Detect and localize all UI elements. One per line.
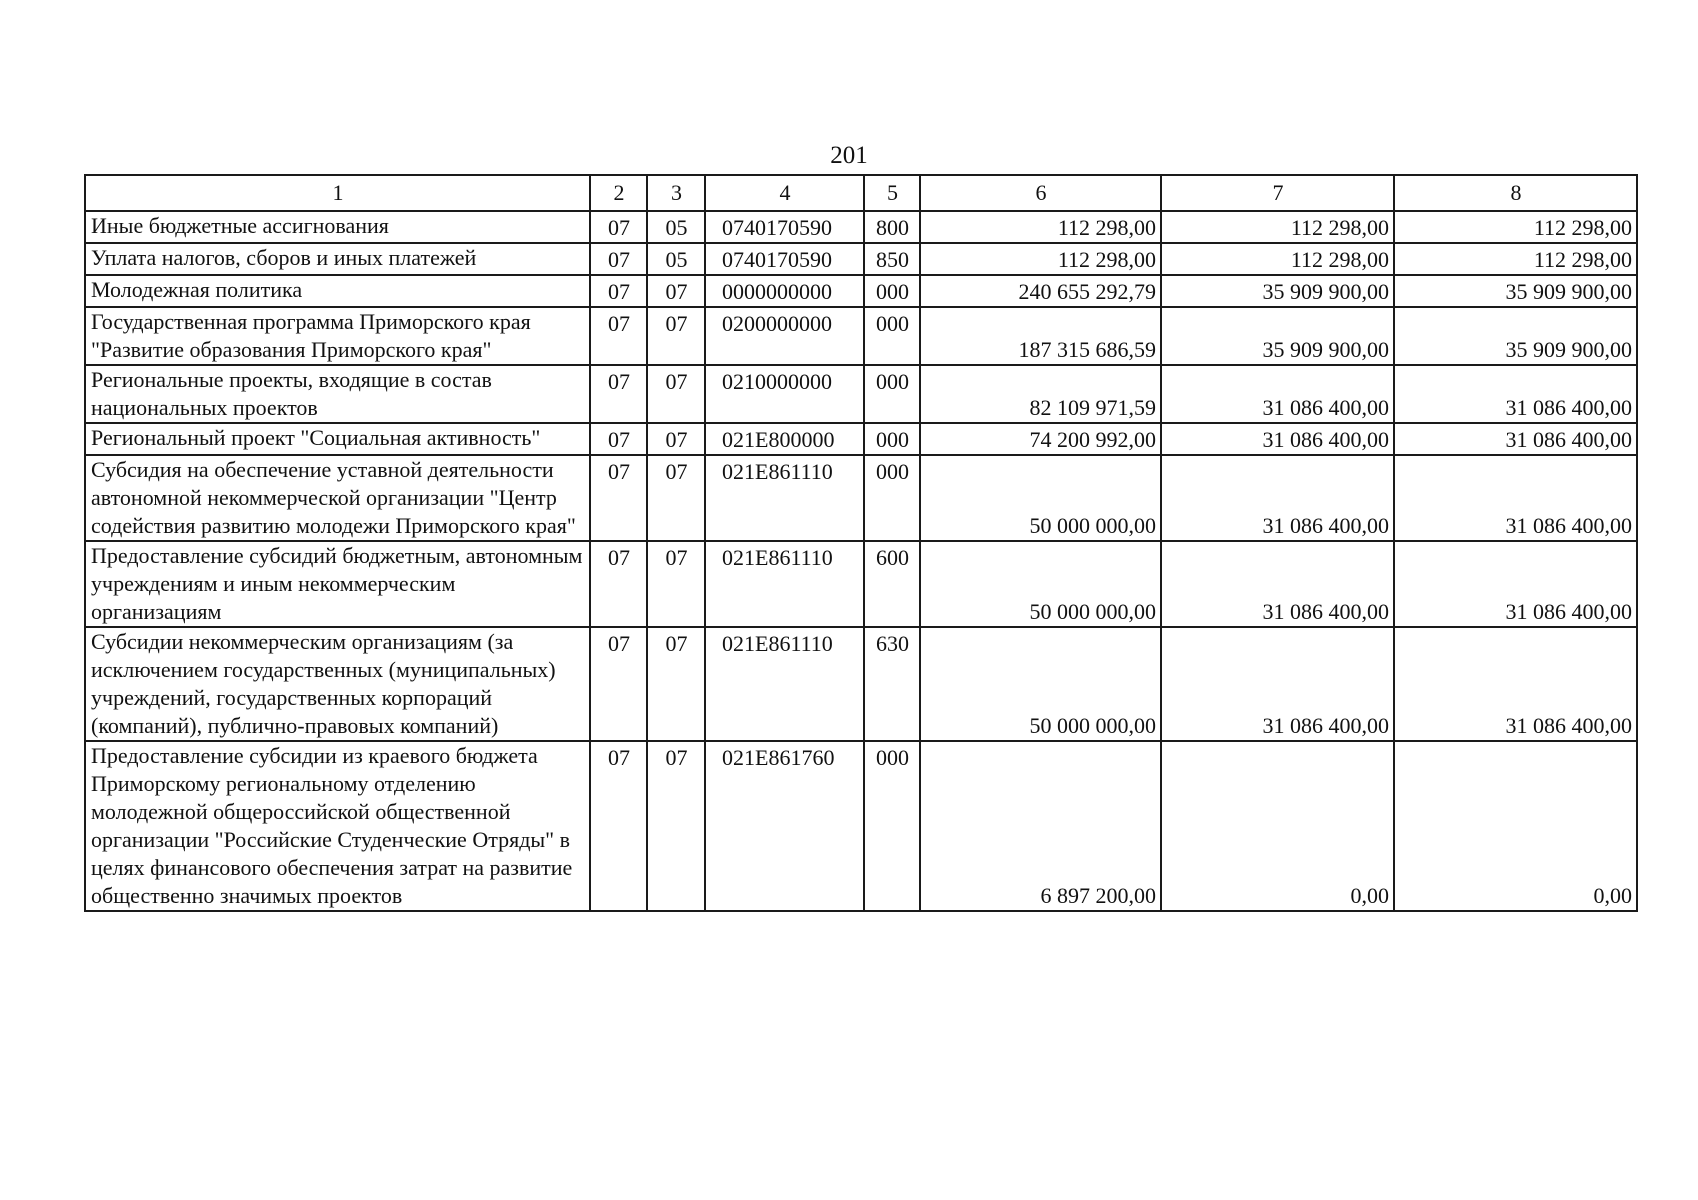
table-row — [85, 365, 1637, 423]
table-row — [85, 741, 1637, 911]
row-expense-type: 600 — [864, 541, 920, 627]
row-amount-col7: 112 298,00 — [1161, 243, 1394, 275]
row-expense-type: 000 — [864, 307, 920, 365]
row-target-article: 0740170590 — [705, 211, 864, 243]
row-name: Уплата налогов, сборов и иных платежей — [85, 243, 590, 275]
row-name: Субсидии некоммерческим организациям (за исключением государственных (муниципальных) учреждений, государственных корпораций (компаний), публично-правовых компаний) — [85, 627, 590, 741]
row-name: Государственная программа Приморского края "Развитие образования Приморского края" — [85, 307, 590, 365]
table-row — [85, 423, 1637, 455]
header-row — [85, 175, 1637, 211]
row-amount-col6: 74 200 992,00 — [920, 423, 1161, 455]
table-row — [85, 243, 1637, 275]
row-expense-type: 000 — [864, 275, 920, 307]
row-name: Молодежная политика — [85, 275, 590, 307]
row-amount-col8: 31 086 400,00 — [1394, 541, 1637, 627]
row-target-article: 021E861110 — [705, 541, 864, 627]
row-amount-col6: 187 315 686,59 — [920, 307, 1161, 365]
header-cell-3: 3 — [647, 175, 705, 211]
row-amount-col6: 6 897 200,00 — [920, 741, 1161, 911]
row-amount-col7: 35 909 900,00 — [1161, 275, 1394, 307]
page-number: 201 — [830, 142, 868, 169]
row-target-article: 0740170590 — [705, 243, 864, 275]
row-amount-col6: 50 000 000,00 — [920, 541, 1161, 627]
row-amount-col7: 35 909 900,00 — [1161, 307, 1394, 365]
row-expense-type: 000 — [864, 741, 920, 911]
row-amount-col7: 31 086 400,00 — [1161, 423, 1394, 455]
row-expense-type: 000 — [864, 365, 920, 423]
header-cell-7: 7 — [1161, 175, 1394, 211]
row-subsection: 07 — [647, 365, 705, 423]
row-amount-col8: 31 086 400,00 — [1394, 627, 1637, 741]
row-target-article: 021E800000 — [705, 423, 864, 455]
row-amount-col6: 112 298,00 — [920, 211, 1161, 243]
row-amount-col7: 31 086 400,00 — [1161, 541, 1394, 627]
row-section: 07 — [590, 541, 647, 627]
row-section: 07 — [590, 243, 647, 275]
row-amount-col7: 31 086 400,00 — [1161, 365, 1394, 423]
row-name: Предоставление субсидий бюджетным, автономным учреждениям и иным некоммерческим организациям — [85, 541, 590, 627]
row-expense-type: 800 — [864, 211, 920, 243]
budget-table — [84, 174, 1638, 912]
table-row — [85, 541, 1637, 627]
row-section: 07 — [590, 211, 647, 243]
row-subsection: 07 — [647, 455, 705, 541]
row-subsection: 07 — [647, 423, 705, 455]
row-amount-col7: 112 298,00 — [1161, 211, 1394, 243]
header-cell-2: 2 — [590, 175, 647, 211]
row-subsection: 07 — [647, 275, 705, 307]
row-section: 07 — [590, 741, 647, 911]
header-cell-5: 5 — [864, 175, 920, 211]
header-cell-4: 4 — [705, 175, 864, 211]
row-amount-col6: 50 000 000,00 — [920, 627, 1161, 741]
row-amount-col6: 82 109 971,59 — [920, 365, 1161, 423]
table-row — [85, 307, 1637, 365]
table-row — [85, 455, 1637, 541]
row-amount-col8: 31 086 400,00 — [1394, 423, 1637, 455]
row-target-article: 021E861760 — [705, 741, 864, 911]
row-subsection: 07 — [647, 541, 705, 627]
row-amount-col6: 240 655 292,79 — [920, 275, 1161, 307]
row-name: Иные бюджетные ассигнования — [85, 211, 590, 243]
row-target-article: 021E861110 — [705, 455, 864, 541]
row-name: Региональные проекты, входящие в состав национальных проектов — [85, 365, 590, 423]
table-row — [85, 627, 1637, 741]
row-expense-type: 630 — [864, 627, 920, 741]
row-expense-type: 000 — [864, 455, 920, 541]
row-amount-col8: 112 298,00 — [1394, 243, 1637, 275]
table-row — [85, 275, 1637, 307]
row-subsection: 07 — [647, 741, 705, 911]
row-amount-col7: 31 086 400,00 — [1161, 627, 1394, 741]
row-subsection: 05 — [647, 211, 705, 243]
row-expense-type: 000 — [864, 423, 920, 455]
row-amount-col7: 0,00 — [1161, 741, 1394, 911]
row-target-article: 021E861110 — [705, 627, 864, 741]
table-row — [85, 211, 1637, 243]
row-amount-col8: 31 086 400,00 — [1394, 365, 1637, 423]
row-amount-col8: 35 909 900,00 — [1394, 307, 1637, 365]
header-cell-6: 6 — [920, 175, 1161, 211]
row-subsection: 07 — [647, 627, 705, 741]
row-section: 07 — [590, 307, 647, 365]
row-expense-type: 850 — [864, 243, 920, 275]
row-section: 07 — [590, 627, 647, 741]
row-amount-col6: 112 298,00 — [920, 243, 1161, 275]
row-section: 07 — [590, 275, 647, 307]
row-name: Субсидия на обеспечение уставной деятельности автономной некоммерческой организации "Центр содействия развитию молодежи Приморского края" — [85, 455, 590, 541]
row-subsection: 05 — [647, 243, 705, 275]
row-section: 07 — [590, 455, 647, 541]
row-amount-col8: 35 909 900,00 — [1394, 275, 1637, 307]
row-target-article: 0210000000 — [705, 365, 864, 423]
row-section: 07 — [590, 423, 647, 455]
row-name: Региональный проект "Социальная активность" — [85, 423, 590, 455]
header-cell-1: 1 — [85, 175, 590, 211]
row-amount-col8: 112 298,00 — [1394, 211, 1637, 243]
row-target-article: 0000000000 — [705, 275, 864, 307]
row-section: 07 — [590, 365, 647, 423]
row-amount-col8: 31 086 400,00 — [1394, 455, 1637, 541]
header-cell-8: 8 — [1394, 175, 1637, 211]
row-name: Предоставление субсидии из краевого бюджета Приморскому региональному отделению молодежной общероссийской общественной организации "Российские Студенческие Отряды" в целях финансового обеспечения затрат на развитие общественно значимых проектов — [85, 741, 590, 911]
row-target-article: 0200000000 — [705, 307, 864, 365]
row-amount-col7: 31 086 400,00 — [1161, 455, 1394, 541]
row-subsection: 07 — [647, 307, 705, 365]
row-amount-col6: 50 000 000,00 — [920, 455, 1161, 541]
row-amount-col8: 0,00 — [1394, 741, 1637, 911]
